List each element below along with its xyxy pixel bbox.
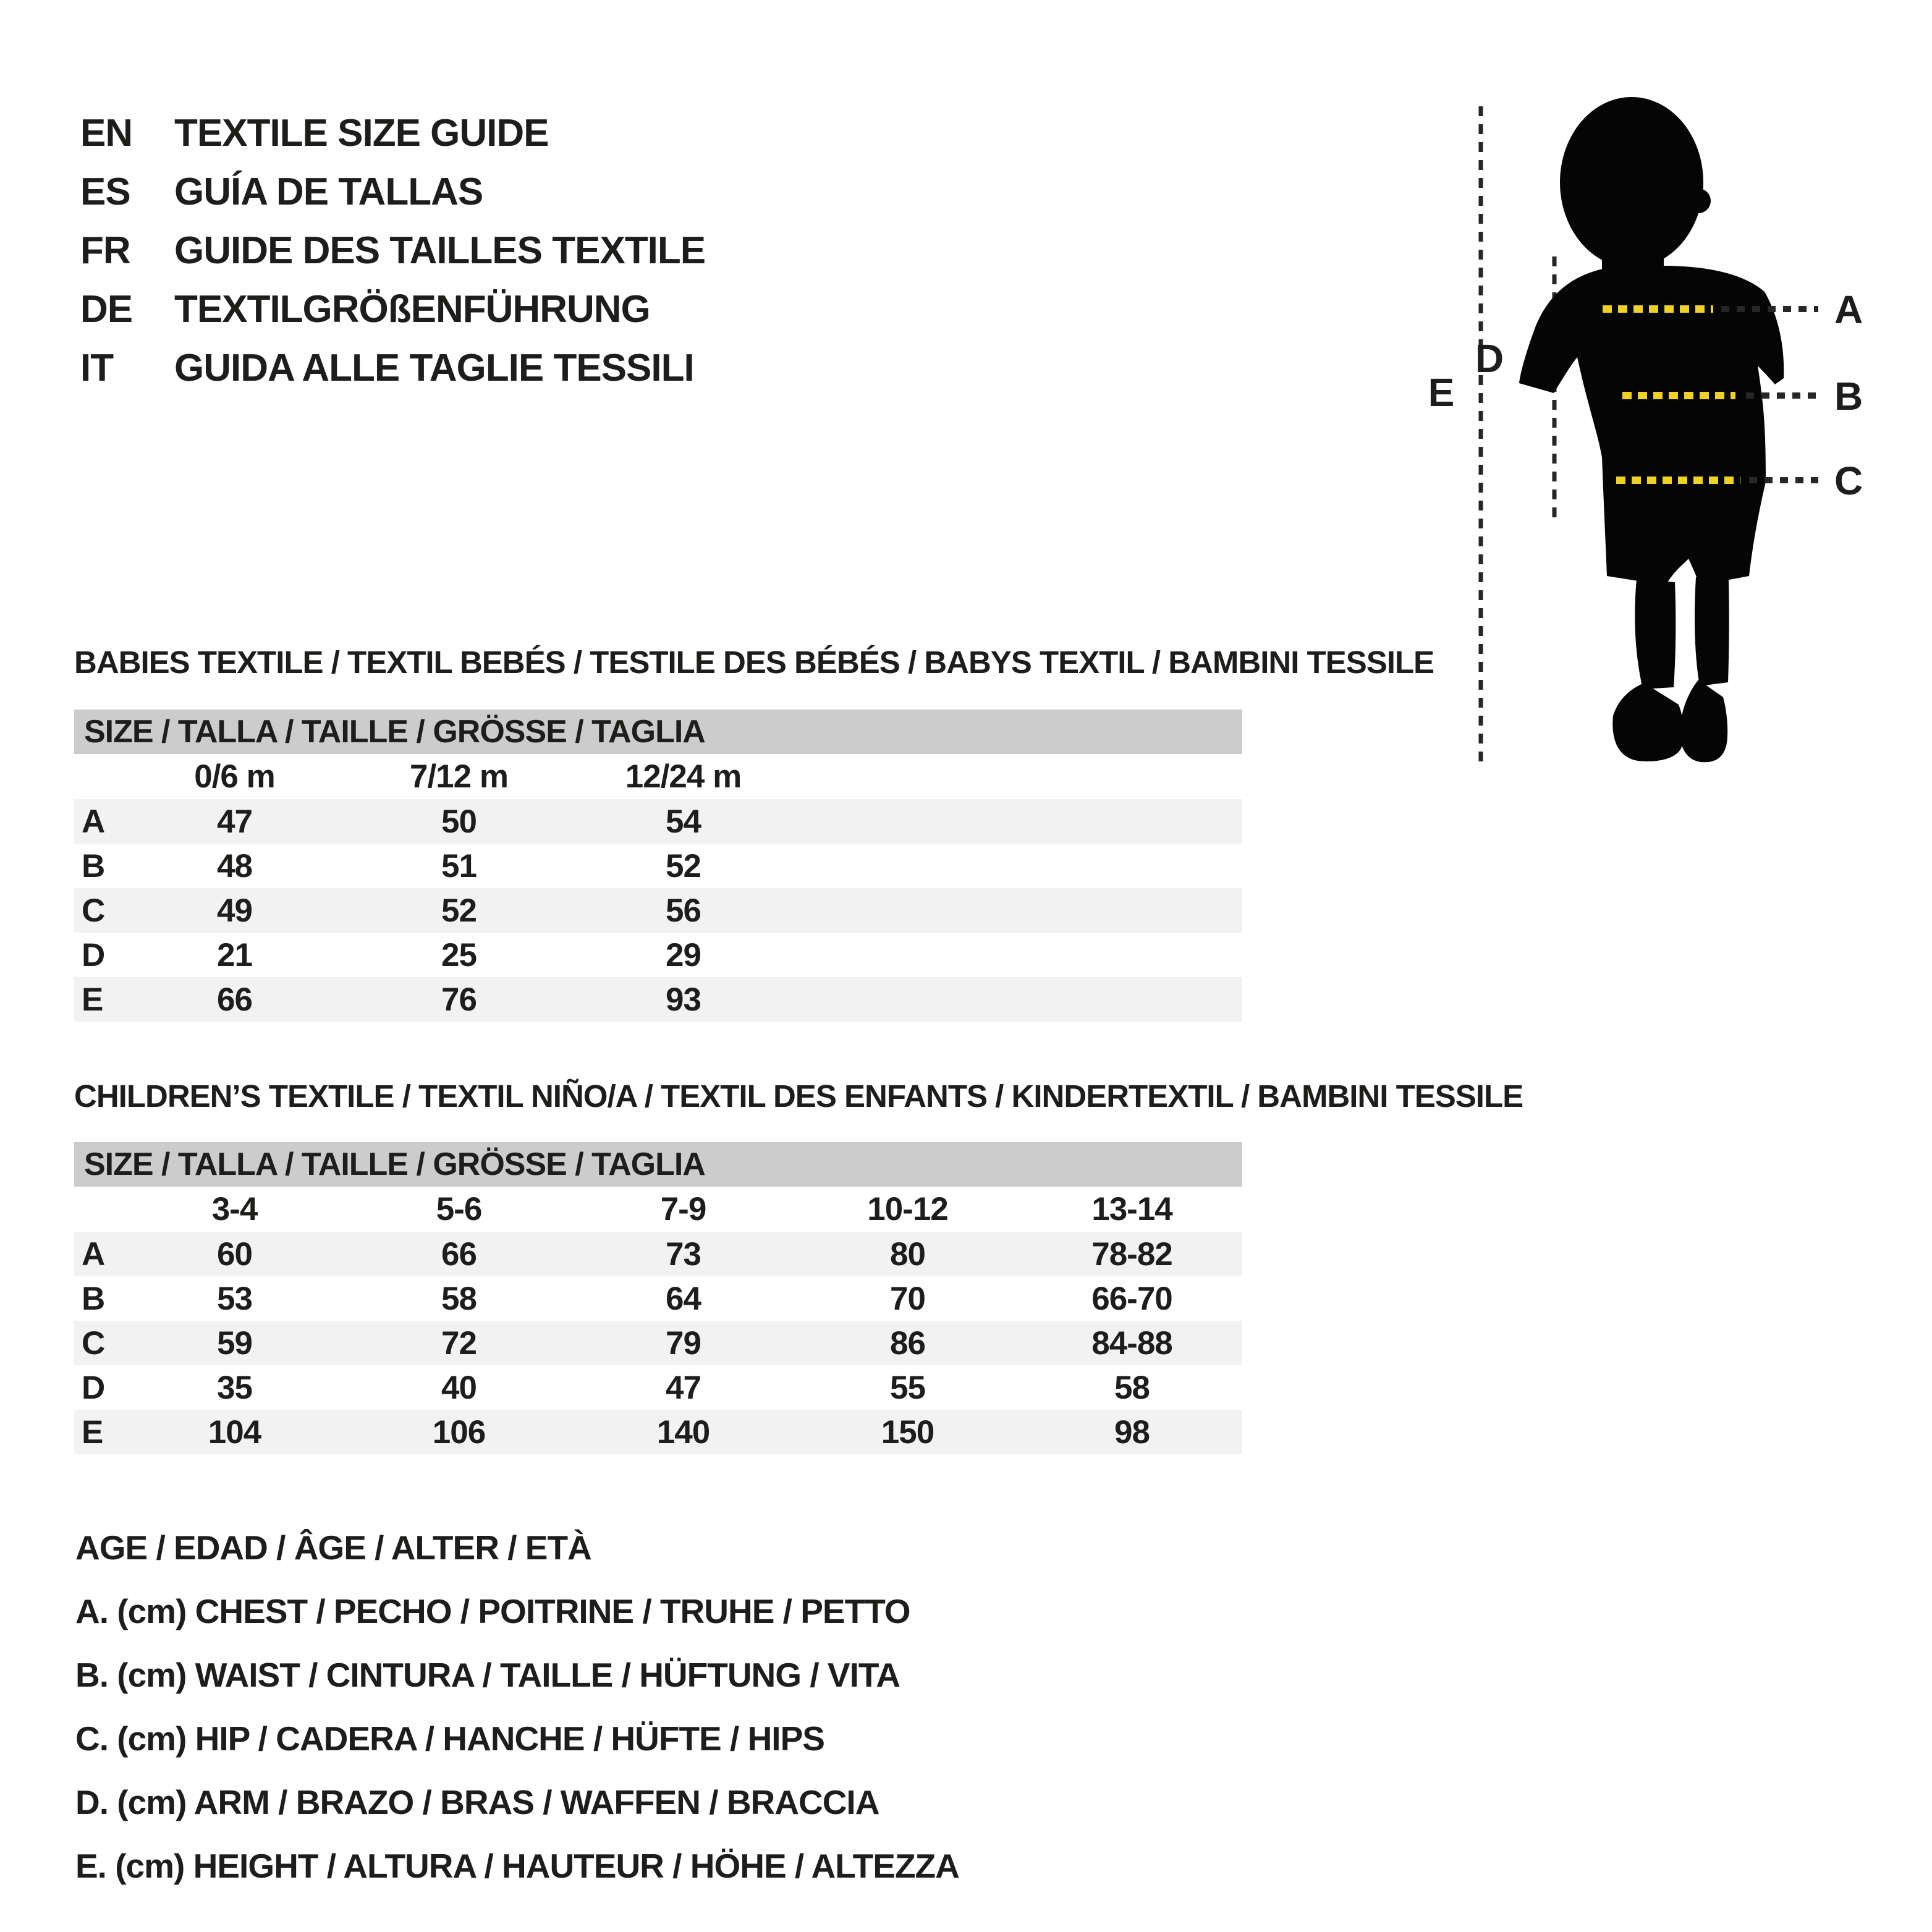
language-row-en — [80, 104, 705, 163]
cell-value: 106 — [432, 1413, 486, 1451]
cell-value: 58 — [441, 1280, 477, 1317]
cell-value: 25 — [441, 936, 477, 973]
children-size-table — [74, 1142, 1242, 1454]
cell-value: 78-82 — [1091, 1235, 1172, 1273]
legend-arm: D. (cm) ARM / BRAZO / BRAS / WAFFEN / BRACCIA — [75, 1782, 879, 1821]
cell-value: 21 — [217, 936, 252, 973]
row-label: C — [82, 1324, 105, 1362]
babies-col-0-6m: 0/6 m — [194, 758, 275, 795]
language-code: DE — [80, 288, 133, 331]
cell-value: 140 — [656, 1413, 710, 1451]
language-code: ES — [80, 171, 130, 213]
language-code: EN — [80, 112, 133, 155]
cell-value: 104 — [208, 1413, 261, 1451]
legend-hip: C. (cm) HIP / CADERA / HANCHE / HÜFTE / HIPS — [75, 1719, 824, 1758]
babies-size-header-bar: SIZE / TALLA / TAILLE / GRÖSSE / TAGLIA — [74, 710, 1242, 754]
cell-value: 66-70 — [1091, 1280, 1172, 1317]
cell-value: 50 — [441, 803, 477, 840]
table-row-c — [74, 1321, 1242, 1365]
cell-value: 70 — [890, 1280, 925, 1317]
babies-section-title: BABIES TEXTILE / TEXTIL BEBÉS / TESTILE DES BÉBÉS / BABYS TEXTIL / BAMBINI TESSILE — [74, 645, 1434, 680]
legend-height: E. (cm) HEIGHT / ALTURA / HAUTEUR / HÖHE / ALTEZZA — [75, 1846, 959, 1885]
language-row-fr — [80, 221, 705, 280]
children-col-3-4: 3-4 — [211, 1191, 258, 1227]
children-size-header-bar: SIZE / TALLA / TAILLE / GRÖSSE / TAGLIA — [74, 1142, 1242, 1187]
row-label: B — [82, 1280, 105, 1317]
cell-value: 64 — [666, 1280, 701, 1317]
row-label: C — [82, 892, 105, 929]
legend-age: AGE / EDAD / ÂGE / ALTER / ETÀ — [75, 1528, 591, 1567]
guide-title-de: TEXTILGRÖßENFÜHRUNG — [174, 288, 650, 331]
cell-value: 150 — [881, 1413, 934, 1451]
language-title-list — [80, 104, 705, 397]
language-code: FR — [80, 229, 130, 272]
row-label: D — [82, 1369, 105, 1406]
language-row-es — [80, 163, 705, 221]
children-section-title: CHILDREN’S TEXTILE / TEXTIL NIÑO/A / TEXTIL DES ENFANTS / KINDERTEXTIL / BAMBINI TESSILE — [74, 1078, 1523, 1114]
cell-value: 55 — [890, 1369, 925, 1406]
children-col-7-9: 7-9 — [660, 1191, 706, 1227]
language-code: IT — [80, 347, 114, 389]
cell-value: 58 — [1114, 1369, 1150, 1406]
child-silhouette — [1519, 97, 1784, 762]
guide-title-it: GUIDA ALLE TAGLIE TESSILI — [174, 347, 694, 389]
cell-value: 66 — [217, 981, 252, 1018]
row-label: A — [82, 803, 105, 840]
legend-chest: A. (cm) CHEST / PECHO / POITRINE / TRUHE / PETTO — [75, 1591, 910, 1630]
language-row-de — [80, 280, 705, 339]
child-measurement-diagram — [1409, 87, 1932, 803]
guide-title-es: GUÍA DE TALLAS — [174, 171, 483, 213]
label-waist-b: B — [1834, 374, 1863, 418]
cell-value: 59 — [217, 1324, 252, 1362]
cell-value: 56 — [666, 892, 701, 929]
children-col-13-14: 13-14 — [1091, 1191, 1172, 1227]
cell-value: 93 — [666, 981, 701, 1018]
cell-value: 47 — [217, 803, 252, 840]
cell-value: 48 — [217, 847, 252, 884]
table-row-a — [74, 799, 1242, 844]
cell-value: 73 — [666, 1235, 701, 1273]
label-height-e: E — [1428, 370, 1455, 415]
children-column-header-row — [74, 1187, 1242, 1232]
cell-value: 51 — [441, 847, 477, 884]
row-label: E — [82, 981, 103, 1018]
table-row-e — [74, 1410, 1242, 1454]
cell-value: 49 — [217, 892, 252, 929]
cell-value: 79 — [666, 1324, 701, 1362]
babies-col-12-24m: 12/24 m — [625, 758, 742, 795]
cell-value: 53 — [217, 1280, 252, 1317]
table-row-a — [74, 1232, 1242, 1276]
table-row-d — [74, 1365, 1242, 1410]
legend-waist: B. (cm) WAIST / CINTURA / TAILLE / HÜFTUNG / VITA — [75, 1655, 900, 1694]
cell-value: 98 — [1114, 1413, 1150, 1451]
table-row-c — [74, 888, 1242, 933]
cell-value: 40 — [441, 1369, 477, 1406]
language-row-it — [80, 339, 705, 397]
row-label: E — [82, 1413, 103, 1451]
row-label: A — [82, 1235, 105, 1273]
babies-size-table — [74, 710, 1242, 1022]
babies-column-header-row — [74, 754, 1242, 799]
measurement-legend — [75, 1515, 959, 1897]
label-chest-a: A — [1834, 287, 1863, 332]
cell-value: 72 — [441, 1324, 477, 1362]
cell-value: 80 — [890, 1235, 925, 1273]
cell-value: 35 — [217, 1369, 252, 1406]
guide-title-en: TEXTILE SIZE GUIDE — [174, 112, 549, 155]
cell-value: 66 — [441, 1235, 477, 1273]
row-label: D — [82, 936, 105, 973]
children-col-10-12: 10-12 — [867, 1191, 948, 1227]
cell-value: 60 — [217, 1235, 252, 1273]
babies-col-7-12m: 7/12 m — [409, 758, 508, 795]
table-row-b — [74, 1276, 1242, 1321]
guide-title-fr: GUIDE DES TAILLES TEXTILE — [174, 229, 706, 272]
label-arm-d: D — [1475, 336, 1504, 381]
cell-value: 54 — [666, 803, 701, 840]
table-row-b — [74, 844, 1242, 888]
children-col-5-6: 5-6 — [436, 1191, 482, 1227]
cell-value: 52 — [666, 847, 701, 884]
cell-value: 76 — [441, 981, 477, 1018]
cell-value: 47 — [666, 1369, 701, 1406]
table-row-e — [74, 977, 1242, 1022]
cell-value: 86 — [890, 1324, 925, 1362]
row-label: B — [82, 847, 105, 884]
cell-value: 84-88 — [1091, 1324, 1172, 1362]
cell-value: 52 — [441, 892, 477, 929]
cell-value: 29 — [666, 936, 701, 973]
label-hip-c: C — [1834, 459, 1863, 503]
table-row-d — [74, 933, 1242, 977]
